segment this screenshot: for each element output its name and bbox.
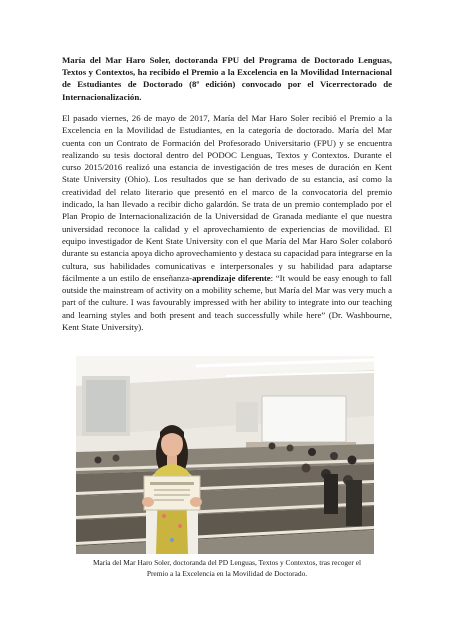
award-photo xyxy=(76,356,374,554)
article-body xyxy=(62,112,392,333)
caption-line-2: Premio a la Excelencia en la Movilidad de Doctorado. xyxy=(146,568,308,578)
body-emphasis: aprendizaje diferente xyxy=(192,272,271,283)
body-text-part2: : “It would be easy enough to fall outside the mainstream of activity on a mobility scheme, but María del Mar was very much a part of the culture. I was favourably impressed with her ability to integrate into our teaching and learning styles and both present and teach successfully while here” (Dr. Washbourne, Kent State University). xyxy=(62,272,393,333)
article-headline: María del Mar Haro Soler, doctoranda FPU del Programa de Doctorado Lenguas, Textos y Contextos, ha recibido el Premio a la Excelencia en la Movilidad Internacional de Estudiantes de Doctorado (8ª edición) convocado por el Vicerrectorado de Internacionalización. xyxy=(62,55,392,102)
body-text-part1: El pasado viernes, 26 de mayo de 2017, María del Mar Haro Soler recibió el Premio a la Excelencia en la Movilidad de Estudiantes, en la categoría de doctorado. María del Mar cuenta con un Contrato de Formación del Profesorado Universitario (FPU) y se encuentra realizando su tesis doctoral dentro del PODOC Lenguas, Textos y Contextos. Durante el curso 2015/2016 realizó una estancia de investigación de tres meses de duración en Kent State University (Ohio). Los resultados que se han derivado de su estancia, así como la creatividad del relato literario que presentó en el marco de la convocatoria del premio indicado, la han llevado a recibir dicho galardón. Se trata de un premio contemplado por el Plan Propio de Internacionalización de la Universidad de Granada mediante el que nuestra universidad reconoce la calidad y el aprovechamiento de experiencias de movilidad. El equipo investigador de Kent State University con el que María del Mar Haro Soler colaboró durante su estancia apoya dicho aprovechamiento y destaca su capacidad para integrarse en la cultura, sus habilidades comunicativas e interpersonales y su habilidad para adaptarse fácilmente a un estilo de enseñanza- xyxy=(62,113,392,283)
photo-caption xyxy=(62,558,392,580)
caption-line-1: María del Mar Haro Soler, doctoranda del PD Lenguas, Textos y Contextos, tras recoger el xyxy=(92,558,362,567)
